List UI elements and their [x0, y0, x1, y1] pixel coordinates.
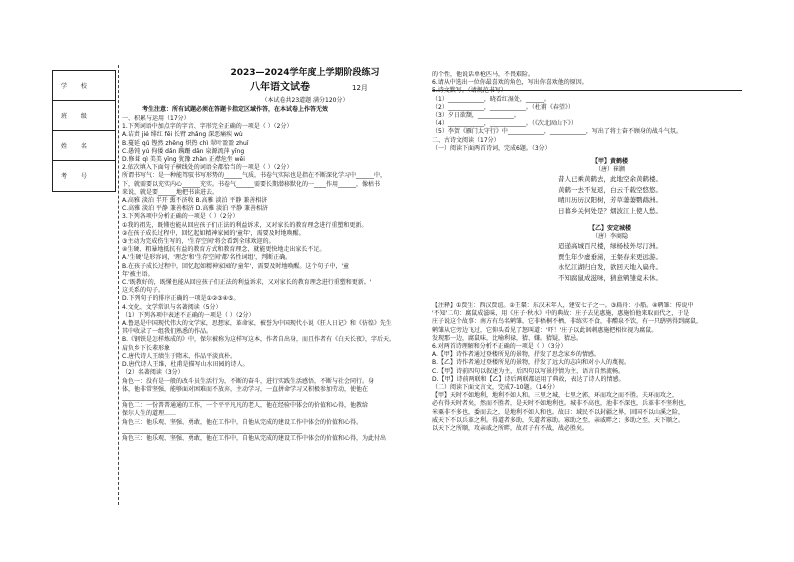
question-line: 庄子说这个故事：南方有鸟名鹓雏，它非梧桐不栖，非练实不食，非醴泉不饮，有一只鸱鸮得到腐鼠， — [432, 318, 703, 326]
question-line: 体，他非常坚强，能够面对困难而不放弃，主动学习，一直拼命学习又积极参加劳动，使他在 — [122, 385, 369, 393]
question-line: 6.对两首诗理解和分析不正确的一项是（ ）（3分） — [432, 343, 567, 351]
question-line: （1）下列各项中表述不正确的一项是（ ）（2分） — [122, 311, 255, 319]
name-field[interactable] — [53, 131, 115, 161]
question-line: 肩负乡下长辈形象 — [122, 344, 171, 352]
question-line: 鹓雏从它旁边飞过，它仰头看见了怒叫道：'吓！'庄子以此讽刺惠施把相位视为腐鼠。 — [432, 326, 658, 334]
question-line: 的个性，他说话单枪匹马，不畏艰险。 — [432, 71, 535, 78]
left-column — [122, 115, 422, 515]
question-line: 【注释】①贾生：西汉贾谊。②王粲：东汉末年人，建安七子之一。③扁舟：小船。④鹓雏：传说中 — [432, 302, 694, 309]
poem-yi-label: 【乙】安定城楼 — [588, 225, 631, 232]
question-line: A.诘责 jié 绯红 fēi 长臂 zhǎng 深恶痛疾 wù — [122, 131, 243, 139]
question-line: （3）夕日欲颓，____________。 — [432, 112, 520, 120]
school-label: 学 校 — [61, 83, 93, 90]
question-line: C.唐代诗人王绩生于隋末，作品平淡真朴。 — [122, 352, 237, 360]
number-label: 考 号 — [61, 173, 93, 180]
poem-jia-author: （唐）崔颢 — [594, 166, 625, 174]
question-line: A.鲁迅是中国现代伟大的文学家，思想家，革命家，被誉为中国现代小说《狂人日记》和《彷徨》先生 — [122, 320, 392, 328]
poem-line: 迢递高城百尺楼，绿杨枝外尽汀洲。 — [558, 242, 662, 251]
question-line: D.下列句子的排序正确的一项是①②③④⑤。 — [122, 295, 240, 303]
question-line: （5）李贺《雁门太守行》中____________，____________，写出了将士奋不顾身的战斗气氛。 — [432, 128, 682, 136]
question-line: 保尔人生的道理…… — [122, 410, 177, 418]
question-line: ②在孩子成长过程中，回忆起如精神家园的'童年'，需要及时地唤醒。 — [122, 229, 305, 237]
question-line: 其中收录了一组我们熟悉的作品。 — [122, 328, 213, 336]
question-line: 下，就需要以充实内心______充实。书卷气______需要长期潜移默化的一____作用______，像枯书 — [122, 180, 381, 188]
question-line: 发现那一边，腐鼠味，比喻利禄，猜、嫌。猜疑，猜忌。 — [432, 334, 583, 342]
class-label: 班 级 — [61, 113, 93, 120]
question-line: D.【甲】诗前两联和【乙】诗后两联都运用了典故，表达了诗人的情感。 — [432, 375, 625, 383]
question-line: （二）阅读下面文言文，完成7-10题。（14分） — [432, 384, 559, 392]
poem-jia-label: 【甲】黄鹤楼 — [591, 158, 628, 165]
poem-line: 晴川历历汉阳树，芳草萋萋鹦鹉洲。 — [558, 196, 662, 205]
exam-subtitle: 八年语文试卷 — [250, 82, 310, 93]
question-line: （4）____________，____________。（《次北固山下》） — [432, 120, 577, 128]
school-field[interactable] — [53, 71, 115, 101]
exam-notice: 考生注意：所有试题必须在答题卡指定区域作答，在本试卷上作答无效 — [142, 106, 329, 113]
name-label: 姓 名 — [61, 143, 93, 150]
question-line: 二、古诗文阅读（17分） — [432, 136, 500, 144]
question-line: 【甲】天时不如地利，地利不如人和。三里之城，七里之郭，环而攻之而不胜。夫环而攻之， — [432, 392, 679, 400]
poem-line: 昔人已乘黄鹤去，此地空余黄鹤楼。 — [558, 175, 662, 184]
question-line: ____________________________________________________________ — [122, 393, 302, 401]
number-field[interactable] — [53, 161, 115, 191]
exam-month: 12月 — [352, 84, 368, 92]
question-line: 威天下不以兵革之利。得道者多助，失道者寡助。寡助之至，亲戚畔之；多助之至，天下顺之。 — [432, 416, 685, 424]
right-column-bottom — [432, 302, 762, 512]
question-line: 1.下列词语中加点字的字音、字形完全正确的一项是（ ）（2分） — [122, 123, 293, 131]
exam-title: 2023—2024学年度上学期阶段练习 — [230, 68, 380, 78]
question-line: 米粟非不多也，委而去之，是地利不如人和也。故曰：域民不以封疆之界，固国不以山溪之险， — [432, 408, 685, 416]
poem-line: 贾生年少虚垂涕，王粲春来更远游。 — [558, 252, 662, 261]
question-line: （一）阅读下面两首诗词，完成6题。（3分） — [432, 144, 551, 152]
question-line: （2）____________，____________。（杜甫《春望》） — [432, 103, 574, 111]
question-line: 角色三：他乐观、坚强、勇敢，他在工作中，自他从完成的建设工作中体会的价值和心得。 — [122, 418, 363, 426]
question-line: 一、积累与运用（17分） — [122, 115, 190, 122]
question-line: C.愚钝 yú 佝偻 dǎn 蹒跚 dān 泉源流萍 yīng — [122, 147, 245, 155]
right-column-top — [432, 71, 762, 163]
question-line: ④生硬、粗暴地抵抗有益的教育方式和教育理念，就能更快地走出家长不足。 — [122, 246, 326, 254]
question-line: B.《钢铁是怎样炼成的》中，保尔被称为这样写这本，作者自出身，而且作者有《白天长夜》，字后天。 — [122, 336, 396, 344]
class-field[interactable] — [53, 101, 115, 131]
question-line: A.高雅 淡泊 半开 熏不济收 B.高雅 淡泊 平静 兼善相济 — [122, 197, 268, 205]
seal-line — [118, 65, 119, 505]
question-line: 所谓书写气：是一种能驾驭书写形势的______气质，书卷气实际也是指在不断深化学习中______中， — [122, 172, 387, 180]
question-line: A.【甲】诗作者通过登楼所见的景物，抒发了思念家乡的情感。 — [432, 351, 600, 359]
question-line: 4.文化、文学常识与名著阅读（5分） — [122, 303, 222, 311]
question-line: '不知'二句：腐鼠成滋味，用《庄子·秋水》中的典故：庄子去见惠施，惠施怕他来取而代之，于是 — [432, 310, 690, 318]
question-line: 角色三：他乐观、坚强、勇敢，他在工作中，自他从完成的建设工作中体会的价值和心得，为此付出 — [122, 434, 387, 442]
question-line: C.'既教好的，既懂也能从回应孩子们正法的利益诉求，又对家长的教育理念进行重塑和更新。' — [122, 279, 372, 287]
question-line: （2）名著阅读（3分） — [122, 369, 184, 377]
poem-yi-author: （唐）李商隐 — [591, 233, 628, 241]
question-line: D.唐代诗人王维，杜甫是描写山水田园的诗人。 — [122, 361, 249, 369]
question-line: （1）____________，晓看红湿处，______。 — [432, 95, 550, 103]
question-line: 年'被主语。 — [122, 270, 154, 278]
student-info-box — [52, 70, 116, 192]
question-line: 这关系的句子。 — [122, 287, 165, 295]
poem-yi — [520, 225, 700, 283]
question-line: ③主动为完成伤生写的，'生存空间'将会看到全球欢迎的。 — [122, 238, 275, 246]
question-line: 5.诗文默写。（请规范书写） — [432, 87, 507, 95]
question-line: 角色一：没有是一般的改斗员生活行为，不断的奋斗，进行实践生活感悟，不断与社会同行。身 — [122, 377, 375, 385]
poem-line: 不知腐鼠成滋味，猜意鹓雏竟未休。 — [558, 273, 662, 282]
question-line: B.【乙】诗作者通过登楼所见的景物，抒发了远大的志向和对小人的蔑视。 — [432, 359, 631, 367]
question-line: 2.依次填入下面句子横线处的词语全都恰当的一项是（ ）（2分） — [122, 164, 293, 172]
question-line: A.'生硬'是形容词，'理念'和'生存空间'都'名性词组'，判断正确。 — [122, 254, 292, 262]
question-line: C.【甲】诗前四句以叙述为主，后四句以写景抒情为主，语言自然流畅。 — [432, 367, 625, 375]
poem-jia — [520, 158, 700, 216]
question-line: ①我的祖先，既懂也能从回应孩子们正法的利益诉求，又对家长的教育理念进行重塑和更新。 — [122, 221, 368, 229]
exam-info: （本试卷共23道题 满分120分） — [261, 97, 349, 104]
question-line: 6.请从中选出一位你最喜欢的角色，写出你喜欢他的原因。 — [432, 79, 588, 87]
question-line: 来说，就是要______地把书读进去。 — [122, 188, 219, 196]
poem-line: 永忆江湖归白发，欲回天地入扁舟。 — [558, 263, 662, 272]
question-line: D.修葺 qì 美美 yīng 犹豫 zhàn 正襟危坐 wēi — [122, 156, 245, 164]
question-line: 必有得天时者矣，然而不胜者，是天时不如地利也。城非不高也，池非不深也，兵革非不坚利也， — [432, 400, 691, 408]
answer-line — [432, 90, 742, 91]
question-line: B.在孩子成长过程中，回忆起如精神家园的'童年'，需要及时地唤醒。这个句子中，'童 — [122, 262, 349, 270]
question-line: C.高雅 淡泊 平静 兼善相济 D.高雅 淡泊 平静 兼善相济 — [122, 205, 268, 213]
question-line: 以天下之所顺，攻亲戚之所畔，故君子有不战，战必胜矣。 — [432, 425, 589, 433]
question-line: B.蔓延 qǔ 铿然 zhēng 炽热 chì 翠叶盈盈 zhuī — [122, 139, 249, 147]
poem-line: 日暮乡关何处是？烟波江上使人愁。 — [558, 206, 662, 215]
question-line: ____________________________________________________________ — [122, 426, 302, 434]
poem-line: 黄鹤一去不复返，白云千载空悠悠。 — [558, 185, 662, 194]
question-line: 3.下列各项中分析正确的一项是（ ）（2分） — [122, 213, 239, 221]
question-line: 角色二：一份普普通通的工作，一个平平凡凡的老人，他在经验中体会的价值和心得，他教给 — [122, 402, 369, 410]
